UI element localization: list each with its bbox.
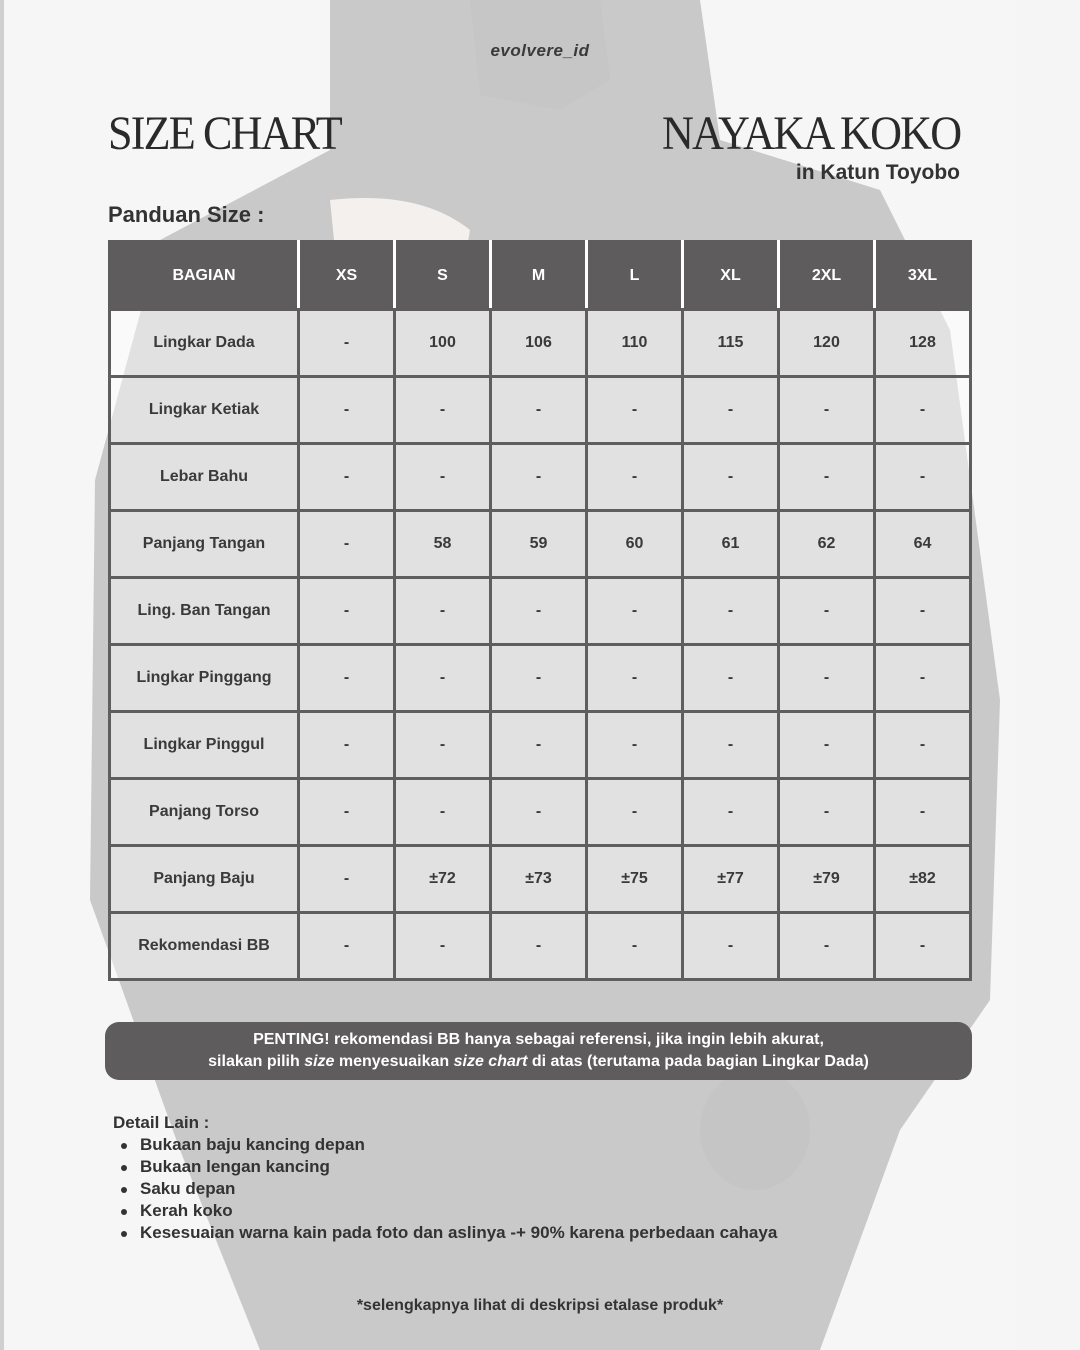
table-cell: ±73 (491, 846, 587, 913)
important-notice (105, 1022, 972, 1080)
table-cell: - (779, 913, 875, 980)
table-cell: - (299, 377, 395, 444)
table-cell: - (395, 712, 491, 779)
notice-emphasis: size chart (453, 1053, 528, 1070)
table-cell: - (779, 578, 875, 645)
table-cell: - (299, 645, 395, 712)
table-cell: - (779, 377, 875, 444)
column-header: M (491, 242, 587, 310)
table-cell: ±72 (395, 846, 491, 913)
table-cell: - (491, 444, 587, 511)
table-cell: - (299, 779, 395, 846)
table-cell: - (491, 377, 587, 444)
table-row (110, 913, 971, 980)
size-table (108, 240, 972, 981)
table-cell: - (395, 444, 491, 511)
table-cell: - (683, 578, 779, 645)
table-cell: - (875, 645, 971, 712)
table-row (110, 310, 971, 377)
table-cell: ±79 (779, 846, 875, 913)
table-cell: - (491, 712, 587, 779)
table-cell: 110 (587, 310, 683, 377)
table-cell: 62 (779, 511, 875, 578)
row-label: Panjang Tangan (110, 511, 299, 578)
table-cell: - (875, 779, 971, 846)
table-row (110, 377, 971, 444)
column-header: XL (683, 242, 779, 310)
table-cell: - (779, 444, 875, 511)
notice-line-1: PENTING! rekomendasi BB hanya sebagai referensi, jika ingin lebih akurat, (253, 1031, 824, 1048)
row-label: Panjang Torso (110, 779, 299, 846)
table-cell: 128 (875, 310, 971, 377)
table-cell: - (683, 779, 779, 846)
details-title: Detail Lain : (113, 1113, 210, 1132)
table-cell: - (299, 846, 395, 913)
table-cell: - (299, 913, 395, 980)
table-row (110, 712, 971, 779)
column-header: BAGIAN (110, 242, 299, 310)
table-cell: - (587, 913, 683, 980)
list-item: Saku depan (140, 1178, 777, 1200)
table-cell: - (587, 377, 683, 444)
table-cell: 106 (491, 310, 587, 377)
table-cell: - (779, 712, 875, 779)
table-cell: - (395, 913, 491, 980)
table-header-row (110, 242, 971, 310)
table-cell: - (875, 913, 971, 980)
table-cell: - (875, 578, 971, 645)
table-cell: - (299, 310, 395, 377)
table-cell: - (587, 578, 683, 645)
row-label: Rekomendasi BB (110, 913, 299, 980)
table-cell: 61 (683, 511, 779, 578)
table-cell: 58 (395, 511, 491, 578)
table-cell: - (779, 779, 875, 846)
product-material: in Katun Toyobo (795, 161, 960, 184)
table-cell: - (299, 578, 395, 645)
table-cell: - (587, 645, 683, 712)
table-cell: - (299, 444, 395, 511)
notice-line-2 (105, 1051, 972, 1073)
notice-text: menyesuaikan (334, 1053, 454, 1070)
row-label: Lebar Bahu (110, 444, 299, 511)
column-header: 3XL (875, 242, 971, 310)
list-item: Bukaan baju kancing depan (140, 1134, 777, 1156)
table-cell: - (395, 779, 491, 846)
table-cell: - (491, 578, 587, 645)
notice-emphasis: size (304, 1053, 335, 1070)
column-header: S (395, 242, 491, 310)
table-cell: - (875, 712, 971, 779)
table-cell: - (683, 712, 779, 779)
table-cell: - (587, 444, 683, 511)
table-row (110, 846, 971, 913)
table-cell: - (395, 578, 491, 645)
table-cell: 115 (683, 310, 779, 377)
table-cell: - (395, 377, 491, 444)
table-cell: - (683, 444, 779, 511)
table-row (110, 645, 971, 712)
list-item: Bukaan lengan kancing (140, 1156, 777, 1178)
notice-text: silakan pilih (208, 1053, 305, 1070)
row-label: Lingkar Ketiak (110, 377, 299, 444)
table-cell: 64 (875, 511, 971, 578)
table-cell: - (299, 712, 395, 779)
list-item: Kesesuaian warna kain pada foto dan aslinya -+ 90% karena perbedaan cahaya (140, 1223, 778, 1242)
footnote: *selengkapnya lihat di deskripsi etalase produk* (356, 1297, 724, 1314)
details-list (140, 1134, 777, 1244)
table-cell: - (587, 712, 683, 779)
row-label: Lingkar Dada (110, 310, 299, 377)
column-header: L (587, 242, 683, 310)
table-cell: - (875, 377, 971, 444)
row-label: Ling. Ban Tangan (110, 578, 299, 645)
table-row (110, 511, 971, 578)
table-cell: 120 (779, 310, 875, 377)
page-title: SIZE CHART (108, 107, 341, 160)
table-row (110, 779, 971, 846)
table-cell: - (299, 511, 395, 578)
table-cell: 59 (491, 511, 587, 578)
column-header: 2XL (779, 242, 875, 310)
table-cell: ±77 (683, 846, 779, 913)
table-cell: - (491, 779, 587, 846)
table-row (110, 444, 971, 511)
table-cell: - (491, 913, 587, 980)
table-cell: - (395, 645, 491, 712)
table-cell: - (683, 377, 779, 444)
table-cell: - (683, 645, 779, 712)
guide-label: Panduan Size : (108, 202, 265, 227)
table-cell: - (587, 779, 683, 846)
notice-text: di atas (terutama pada bagian Lingkar Dada) (527, 1053, 869, 1070)
list-item: Kerah koko (140, 1200, 777, 1222)
table-cell: ±75 (587, 846, 683, 913)
row-label: Panjang Baju (110, 846, 299, 913)
table-cell: - (779, 645, 875, 712)
table-body (110, 310, 971, 980)
table-cell: 100 (395, 310, 491, 377)
row-label: Lingkar Pinggul (110, 712, 299, 779)
table-cell: - (491, 645, 587, 712)
table-cell: - (683, 913, 779, 980)
table-cell: - (875, 444, 971, 511)
column-header: XS (299, 242, 395, 310)
row-label: Lingkar Pinggang (110, 645, 299, 712)
table-cell: 60 (587, 511, 683, 578)
table-cell: ±82 (875, 846, 971, 913)
product-name: NAYAKA KOKO (661, 107, 960, 160)
brand-handle: evolvere_id (490, 41, 590, 60)
table-row (110, 578, 971, 645)
